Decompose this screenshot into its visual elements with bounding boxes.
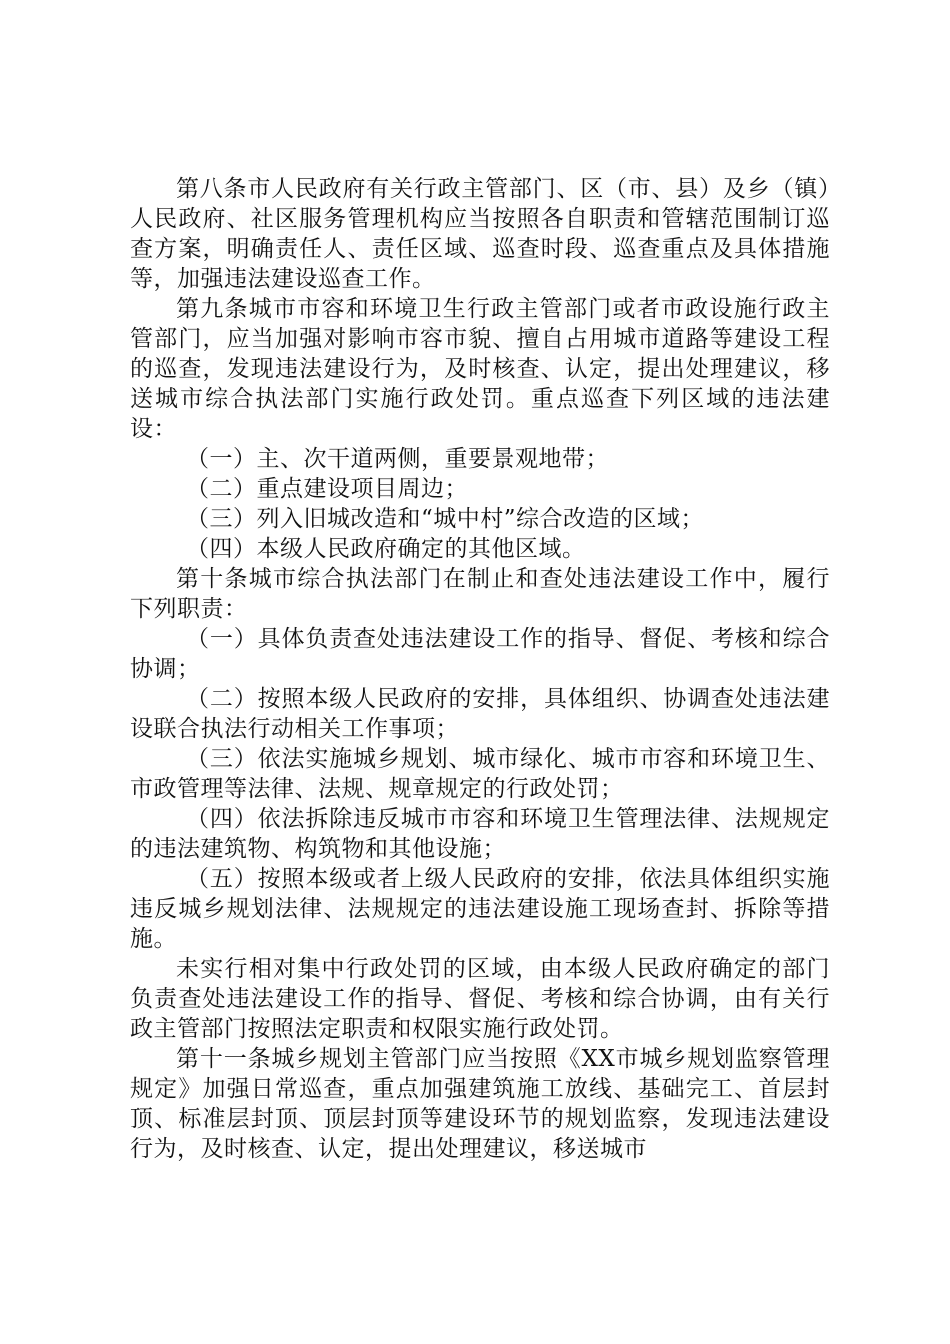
article-10-supplement: 未实行相对集中行政处罚的区域，由本级人民政府确定的部门负责查处违法建设工作的指导、督促、考核和综合协调，由有关行政主管部门按照法定职责和权限实施行政处罚。 bbox=[130, 956, 830, 1042]
article-11: 第十一条城乡规划主管部门应当按照《XX市城乡规划监察管理规定》加强日常巡查，重点加强建筑施工放线、基础完工、首层封顶、标准层封顶、顶层封顶等建设环节的规划监察，发现违法建设行为，及时核查、认定，提出处理建议，移送城市 bbox=[130, 1046, 830, 1162]
article-10-item-5: （五）按照本级或者上级人民政府的安排，依法具体组织实施违反城乡规划法律、法规规定的违法建设施工现场查封、拆除等措施。 bbox=[130, 866, 830, 952]
article-10-item-4: （四）依法拆除违反城市市容和环境卫生管理法律、法规规定的违法建筑物、构筑物和其他设施； bbox=[130, 806, 830, 862]
article-10: 第十条城市综合执法部门在制止和查处违法建设工作中，履行下列职责： bbox=[130, 566, 830, 622]
article-9-item-3: （三）列入旧城改造和“城中村”综合改造的区域； bbox=[186, 506, 705, 532]
article-10-item-3: （三）依法实施城乡规划、城市绿化、城市市容和环境卫生、市政管理等法律、法规、规章规定的行政处罚； bbox=[130, 746, 830, 802]
article-10-item-1: （一）具体负责查处违法建设工作的指导、督促、考核和综合协调； bbox=[130, 626, 830, 682]
article-9-item-4: （四）本级人民政府确定的其他区域。 bbox=[186, 536, 586, 562]
article-9-item-1: （一）主、次干道两侧，重要景观地带； bbox=[186, 446, 609, 472]
document-body bbox=[130, 174, 830, 1164]
article-8: 第八条市人民政府有关行政主管部门、区（市、县）及乡（镇）人民政府、社区服务管理机构应当按照各自职责和管辖范围制订巡查方案，明确责任人、责任区域、巡查时段、巡查重点及具体措施等，加强违法建设巡查工作。 bbox=[130, 176, 830, 292]
article-10-item-2: （二）按照本级人民政府的安排，具体组织、协调查处违法建设联合执法行动相关工作事项； bbox=[130, 686, 830, 742]
article-9: 第九条城市市容和环境卫生行政主管部门或者市政设施行政主管部门，应当加强对影响市容市貌、擅自占用城市道路等建设工程的巡查，发现违法建设行为，及时核查、认定，提出处理建议，移送城市综合执法部门实施行政处罚。重点巡查下列区域的违法建设： bbox=[130, 296, 830, 442]
article-9-item-2: （二）重点建设项目周边； bbox=[186, 476, 468, 502]
